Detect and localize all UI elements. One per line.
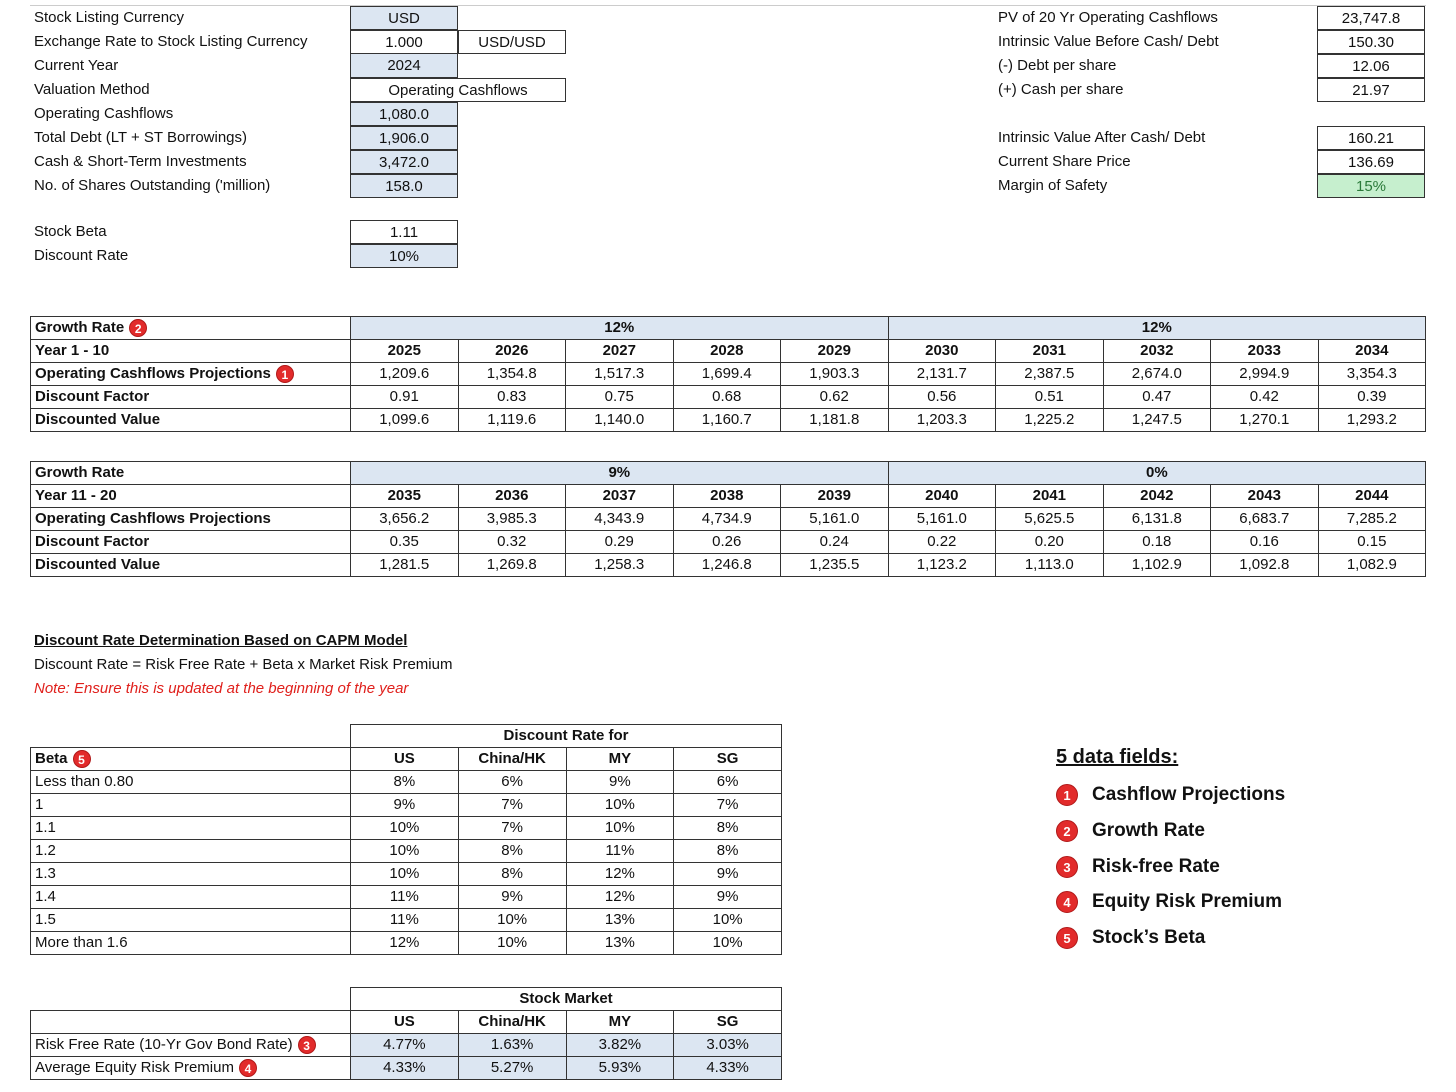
discounted-value-row-label (31, 409, 351, 432)
blank-cell (31, 988, 351, 1011)
value-cell: 1,281.5 (351, 554, 459, 577)
value-cell: 1,354.8 (458, 363, 566, 386)
beta-input-label: Stock Beta (34, 223, 107, 240)
value-cell: 6,683.7 (1211, 508, 1319, 531)
legend-item-label: Stock’s Beta (1092, 927, 1206, 949)
beta-row (31, 817, 782, 840)
rate-cell: 10% (566, 794, 674, 817)
legend-item-label: Cashflow Projections (1092, 784, 1286, 805)
market-row-label (31, 1034, 351, 1057)
value-cell: 4,734.9 (673, 508, 781, 531)
growth-rate-row (31, 462, 1426, 485)
year-row (31, 340, 1426, 363)
stock-market-header: Stock Market (351, 988, 782, 1011)
result-value: 12.06 (1317, 54, 1425, 78)
rate-cell: 10% (351, 817, 459, 840)
discount-factor-row-label-text: Discount Factor (35, 388, 150, 405)
rate-cell: 8% (458, 863, 566, 886)
rate-cell: 10% (458, 909, 566, 932)
market-row-label-text: Average Equity Risk Premium (35, 1059, 234, 1076)
rate-cell: 7% (674, 794, 782, 817)
rate-cell: 11% (351, 886, 459, 909)
growth-rate-value[interactable]: 0% (888, 462, 1426, 485)
result-value: 160.21 (1317, 126, 1425, 150)
year-row (31, 485, 1426, 508)
beta-row (31, 863, 782, 886)
projection-table-years-1-10 (30, 316, 1426, 432)
value-cell: 1,247.5 (1103, 409, 1211, 432)
beta-row (31, 794, 782, 817)
market-header: US (351, 748, 459, 771)
year-cell: 2034 (1318, 340, 1426, 363)
rate-cell: 10% (566, 817, 674, 840)
legend-title: 5 data fields: (1056, 746, 1179, 768)
year-cell: 2039 (781, 485, 889, 508)
rate-cell: 11% (566, 840, 674, 863)
beta-header (31, 748, 351, 771)
value-cell: 1,181.8 (781, 409, 889, 432)
market-row-label (31, 1057, 351, 1080)
rate-cell: 10% (458, 932, 566, 955)
input-value[interactable]: 158.0 (350, 174, 458, 198)
value-cell: 0.62 (781, 386, 889, 409)
discount-rate-for-header: Discount Rate for (351, 725, 782, 748)
input-value[interactable]: Operating Cashflows (350, 78, 566, 102)
rate-cell: 9% (351, 794, 459, 817)
marker-badge-icon: 1 (276, 365, 294, 383)
discount-factor-row (31, 531, 1426, 554)
market-table-header-row (31, 988, 782, 1011)
growth-rate-row (31, 317, 1426, 340)
rate-cell: 8% (674, 817, 782, 840)
discounted-value-row (31, 409, 1426, 432)
cashflow-row (31, 363, 1426, 386)
projection-table-years-11-20 (30, 461, 1426, 577)
growth-rate-value[interactable]: 12% (351, 317, 889, 340)
result-label: (-) Debt per share (998, 57, 1117, 74)
discounted-value-row-label-text: Discounted Value (35, 556, 161, 573)
value-cell: 1,235.5 (781, 554, 889, 577)
year-cell: 2027 (566, 340, 674, 363)
value-cell: 1,102.9 (1103, 554, 1211, 577)
beta-range: 1.2 (31, 840, 351, 863)
rate-cell: 9% (566, 771, 674, 794)
value-cell: 2,674.0 (1103, 363, 1211, 386)
value-cell: 5,161.0 (888, 508, 996, 531)
market-value-cell[interactable]: 3.03% (674, 1034, 782, 1057)
rate-cell: 7% (458, 817, 566, 840)
value-cell: 0.83 (458, 386, 566, 409)
value-cell: 0.51 (996, 386, 1104, 409)
value-cell: 0.68 (673, 386, 781, 409)
beta-input-value[interactable]: 10% (350, 244, 458, 268)
legend-item-label: Growth Rate (1092, 819, 1205, 841)
beta-table-header-row (31, 725, 782, 748)
marker-badge-icon: 5 (73, 750, 91, 768)
capm-note: Note: Ensure this is updated at the beginning of the year (34, 680, 409, 697)
result-label: Intrinsic Value Before Cash/ Debt (998, 33, 1219, 50)
marker-badge-icon: 3 (1056, 856, 1078, 878)
year-cell: 2038 (673, 485, 781, 508)
input-label: Operating Cashflows (34, 105, 174, 122)
input-value[interactable]: USD (350, 6, 458, 30)
market-value-cell[interactable]: 3.82% (566, 1034, 674, 1057)
rate-cell: 10% (351, 863, 459, 886)
beta-range: Less than 0.80 (31, 771, 351, 794)
rate-cell: 10% (351, 840, 459, 863)
rate-cell: 6% (674, 771, 782, 794)
beta-row (31, 909, 782, 932)
beta-row (31, 932, 782, 955)
market-value-cell[interactable]: 5.93% (566, 1057, 674, 1080)
value-cell: 1,270.1 (1211, 409, 1319, 432)
cashflow-row-label-text: Operating Cashflows Projections (35, 365, 271, 382)
blank-cell (31, 1011, 351, 1034)
capm-formula: Discount Rate = Risk Free Rate + Beta x Market Risk Premium (34, 656, 453, 673)
value-cell: 1,113.0 (996, 554, 1104, 577)
beta-row (31, 840, 782, 863)
beta-discount-rate-table (30, 724, 782, 955)
input-label: Total Debt (LT + ST Borrowings) (34, 129, 248, 146)
year-cell: 2044 (1318, 485, 1426, 508)
value-cell: 7,285.2 (1318, 508, 1426, 531)
market-header: SG (674, 748, 782, 771)
discounted-value-row-label (31, 554, 351, 577)
marker-badge-icon: 5 (1056, 927, 1078, 949)
value-cell: 0.42 (1211, 386, 1319, 409)
year-cell: 2041 (996, 485, 1104, 508)
marker-badge-icon: 2 (129, 319, 147, 337)
discount-factor-row-label (31, 386, 351, 409)
value-cell: 0.91 (351, 386, 459, 409)
rate-cell: 9% (674, 886, 782, 909)
market-table-market-row (31, 1011, 782, 1034)
marker-badge-icon: 4 (239, 1059, 257, 1077)
growth-rate-value[interactable]: 12% (888, 317, 1426, 340)
market-value-cell[interactable]: 5.27% (458, 1057, 566, 1080)
market-header: MY (566, 1011, 674, 1034)
rate-cell: 13% (566, 932, 674, 955)
input-value[interactable]: 1,080.0 (350, 102, 458, 126)
market-header: China/HK (458, 748, 566, 771)
marker-badge-icon: 1 (1056, 784, 1078, 806)
market-value-cell[interactable]: 4.33% (351, 1057, 459, 1080)
cashflow-row (31, 508, 1426, 531)
discount-factor-row-label (31, 531, 351, 554)
year-cell: 2031 (996, 340, 1104, 363)
legend-item (1056, 818, 1205, 844)
discounted-value-row-label-text: Discounted Value (35, 411, 161, 428)
value-cell: 0.26 (673, 531, 781, 554)
stock-market-table (30, 987, 782, 1080)
market-row (31, 1034, 782, 1057)
value-cell: 0.20 (996, 531, 1104, 554)
value-cell: 2,387.5 (996, 363, 1104, 386)
beta-input-value[interactable]: 1.11 (350, 220, 458, 244)
value-cell: 0.15 (1318, 531, 1426, 554)
value-cell: 1,203.3 (888, 409, 996, 432)
year-cell: 2042 (1103, 485, 1211, 508)
discounted-value-row (31, 554, 1426, 577)
rate-cell: 8% (458, 840, 566, 863)
market-header: China/HK (458, 1011, 566, 1034)
rate-cell: 8% (674, 840, 782, 863)
result-label: (+) Cash per share (998, 81, 1124, 98)
result-label: PV of 20 Yr Operating Cashflows (998, 9, 1218, 26)
rate-cell: 12% (566, 886, 674, 909)
value-cell: 3,656.2 (351, 508, 459, 531)
input-value[interactable]: 2024 (350, 54, 458, 78)
value-cell: 1,699.4 (673, 363, 781, 386)
rate-cell: 9% (674, 863, 782, 886)
rate-cell: 10% (674, 909, 782, 932)
market-value-cell[interactable]: 4.33% (674, 1057, 782, 1080)
rate-cell: 13% (566, 909, 674, 932)
market-row (31, 1057, 782, 1080)
value-cell: 1,099.6 (351, 409, 459, 432)
value-cell: 0.39 (1318, 386, 1426, 409)
market-header: US (351, 1011, 459, 1034)
result-value: 15% (1317, 174, 1425, 198)
year-cell: 2025 (351, 340, 459, 363)
value-cell: 1,160.7 (673, 409, 781, 432)
rate-cell: 12% (566, 863, 674, 886)
value-cell: 0.75 (566, 386, 674, 409)
value-cell: 1,119.6 (458, 409, 566, 432)
cashflow-row-label-text: Operating Cashflows Projections (35, 510, 271, 527)
discount-factor-row (31, 386, 1426, 409)
value-cell: 1,258.3 (566, 554, 674, 577)
value-cell: 2,994.9 (1211, 363, 1319, 386)
market-value-cell[interactable]: 1.63% (458, 1034, 566, 1057)
value-cell: 4,343.9 (566, 508, 674, 531)
year-cell: 2043 (1211, 485, 1319, 508)
beta-header-text: Beta (35, 750, 68, 767)
year-cell: 2028 (673, 340, 781, 363)
market-value-cell[interactable]: 4.77% (351, 1034, 459, 1057)
input-label: Valuation Method (34, 81, 150, 98)
blank-cell (31, 725, 351, 748)
marker-badge-icon: 4 (1056, 891, 1078, 913)
value-cell: 1,140.0 (566, 409, 674, 432)
rate-cell: 8% (351, 771, 459, 794)
cashflow-row-label (31, 508, 351, 531)
value-cell: 1,246.8 (673, 554, 781, 577)
value-cell: 5,161.0 (781, 508, 889, 531)
beta-range: More than 1.6 (31, 932, 351, 955)
capm-title: Discount Rate Determination Based on CAPM Model (34, 632, 408, 649)
value-cell: 5,625.5 (996, 508, 1104, 531)
input-label: Stock Listing Currency (34, 9, 185, 26)
legend-item (1056, 889, 1282, 915)
value-cell: 0.35 (351, 531, 459, 554)
input-label: Current Year (34, 57, 119, 74)
value-cell: 0.32 (458, 531, 566, 554)
legend-item (1056, 782, 1285, 808)
growth-rate-label (31, 462, 351, 485)
beta-table-market-row (31, 748, 782, 771)
discount-factor-row-label-text: Discount Factor (35, 533, 150, 550)
growth-rate-text: Growth Rate (35, 464, 125, 481)
year-cell: 2035 (351, 485, 459, 508)
input-label: Exchange Rate to Stock Listing Currency (34, 33, 308, 50)
value-cell: 3,354.3 (1318, 363, 1426, 386)
result-value: 21.97 (1317, 78, 1425, 102)
input-label: No. of Shares Outstanding ('million) (34, 177, 271, 194)
value-cell: 2,131.7 (888, 363, 996, 386)
year-cell: 2029 (781, 340, 889, 363)
value-cell: 1,209.6 (351, 363, 459, 386)
value-cell: 1,082.9 (1318, 554, 1426, 577)
input-extra: USD/USD (458, 30, 566, 54)
value-cell: 1,903.3 (781, 363, 889, 386)
rate-cell: 9% (458, 886, 566, 909)
cashflow-row-label (31, 363, 351, 386)
year-cell: 2033 (1211, 340, 1319, 363)
value-cell: 1,225.2 (996, 409, 1104, 432)
result-label: Margin of Safety (998, 177, 1108, 194)
value-cell: 1,269.8 (458, 554, 566, 577)
value-cell: 0.29 (566, 531, 674, 554)
value-cell: 1,092.8 (1211, 554, 1319, 577)
year-cell: 2030 (888, 340, 996, 363)
beta-range: 1.3 (31, 863, 351, 886)
result-label: Intrinsic Value After Cash/ Debt (998, 129, 1206, 146)
legend-item (1056, 925, 1205, 951)
value-cell: 0.47 (1103, 386, 1211, 409)
value-cell: 1,517.3 (566, 363, 674, 386)
rate-cell: 10% (674, 932, 782, 955)
value-cell: 0.16 (1211, 531, 1319, 554)
marker-badge-icon: 2 (1056, 820, 1078, 842)
input-value[interactable]: 3,472.0 (350, 150, 458, 174)
value-cell: 0.18 (1103, 531, 1211, 554)
input-label: Cash & Short-Term Investments (34, 153, 247, 170)
year-cell: 2040 (888, 485, 996, 508)
result-value: 136.69 (1317, 150, 1425, 174)
value-cell: 0.24 (781, 531, 889, 554)
value-cell: 1,123.2 (888, 554, 996, 577)
value-cell: 1,293.2 (1318, 409, 1426, 432)
beta-range: 1.1 (31, 817, 351, 840)
result-value: 23,747.8 (1317, 6, 1425, 30)
beta-range: 1 (31, 794, 351, 817)
legend-item (1056, 854, 1220, 880)
value-cell: 0.22 (888, 531, 996, 554)
rate-cell: 7% (458, 794, 566, 817)
year-cell: 2026 (458, 340, 566, 363)
rate-cell: 6% (458, 771, 566, 794)
beta-row (31, 771, 782, 794)
beta-input-label: Discount Rate (34, 247, 129, 264)
value-cell: 0.56 (888, 386, 996, 409)
growth-rate-value[interactable]: 9% (351, 462, 889, 485)
value-cell: 6,131.8 (1103, 508, 1211, 531)
rate-cell: 11% (351, 909, 459, 932)
growth-rate-text: Growth Rate (35, 319, 125, 336)
legend-item-label: Equity Risk Premium (1092, 891, 1283, 913)
beta-row (31, 886, 782, 909)
marker-badge-icon: 3 (298, 1036, 316, 1054)
result-label: Current Share Price (998, 153, 1131, 170)
market-header: MY (566, 748, 674, 771)
result-value: 150.30 (1317, 30, 1425, 54)
legend-item-label: Risk-free Rate (1092, 855, 1220, 877)
market-header: SG (674, 1011, 782, 1034)
year-label: Year 1 - 10 (31, 340, 351, 363)
rate-cell: 12% (351, 932, 459, 955)
value-cell: 3,985.3 (458, 508, 566, 531)
year-cell: 2037 (566, 485, 674, 508)
input-value[interactable]: 1,906.0 (350, 126, 458, 150)
year-cell: 2036 (458, 485, 566, 508)
year-label: Year 11 - 20 (31, 485, 351, 508)
beta-range: 1.4 (31, 886, 351, 909)
beta-range: 1.5 (31, 909, 351, 932)
input-value[interactable]: 1.000 (350, 30, 458, 54)
year-cell: 2032 (1103, 340, 1211, 363)
growth-rate-label (31, 317, 351, 340)
market-row-label-text: Risk Free Rate (10-Yr Gov Bond Rate) (35, 1036, 293, 1053)
